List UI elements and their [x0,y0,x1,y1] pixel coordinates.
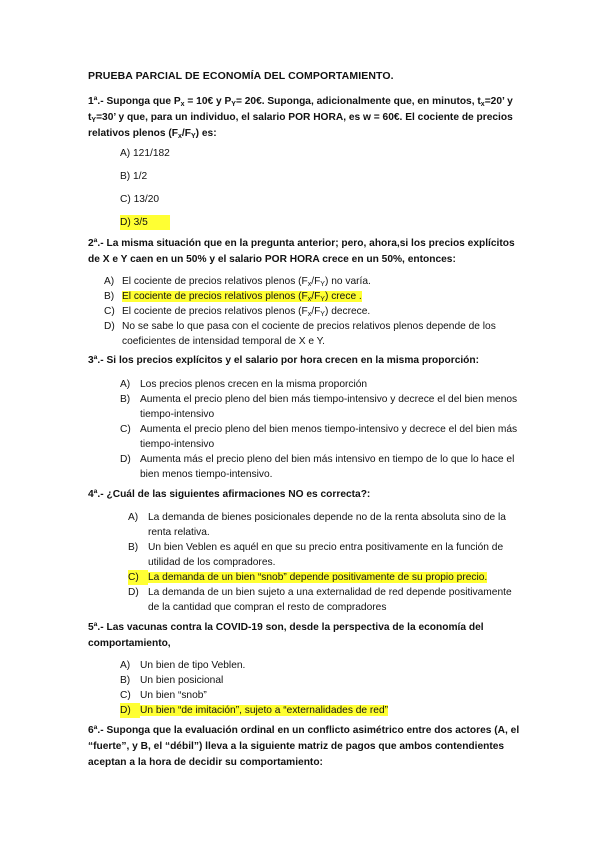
question-1-line-2: $t_Y=30$’ y que, para un individuo, el salario POR HORA, es w = 60€. El cociente de precios [88,112,513,124]
q1-option-b[interactable]: B) 1/2 [120,171,148,182]
question-1-line-3: relativos plenos $(F_x/F_Y)$ es: [88,128,217,140]
q3-option-a[interactable]: A) Los precios plenos crecen en la misma proporción [120,379,368,390]
q1-option-a[interactable]: A) 121/182 [120,148,170,159]
question-1 [88,94,528,142]
question-2-options [104,274,524,349]
question-5-text: 5ª.- Las vacunas contra la COVID-19 son, desde la perspectiva de la economía del comportamiento, [88,622,484,649]
q5-option-d[interactable]: D) Un bien “de imitación”, sujeto a “externalidades de red” [120,705,389,716]
question-2 [88,236,528,268]
q3-option-d[interactable]: D) Aumenta más el precio pleno del bien más intensivo en tiempo de lo que lo hace el bien menos tiempo-intensivo. [120,454,515,480]
question-5-options [120,658,520,718]
q5-option-c[interactable]: C) Un bien “snob” [120,690,207,701]
q5-option-b[interactable]: B) Un bien posicional [120,675,224,686]
question-2-text: 2ª.- La misma situación que en la pregunta anterior; pero, ahora,si los precios explícitos de X e Y caen en un 50% y el salario POR HORA crece en un 50%, entonces: [88,238,515,265]
document-title: PRUEBA PARCIAL DE ECONOMÍA DEL COMPORTAMIENTO. [88,70,394,82]
q2-option-b[interactable]: B) El cociente de precios relativos plenos $(F_x/F_Y)$ crece . [104,291,362,303]
question-6-text: 6ª.- Suponga que la evaluación ordinal en un conflicto asimétrico entre dos actores (A, el “fuerte”, y B, el “débil”) lleva a la siguiente matriz de pagos que ambos contendientes aceptan a la hora de decidir su comportamiento: [88,725,520,768]
q5-option-a[interactable]: A) Un bien de tipo Veblen. [120,660,246,671]
question-4-options [128,510,520,615]
question-4-text: 4ª.- ¿Cuál de las siguientes afirmaciones NO es correcta?: [88,489,371,500]
question-3-text: 3ª.- Si los precios explícitos y el salario por hora crecen en la misma proporción: [88,355,480,366]
question-5 [88,620,528,652]
question-3 [88,353,528,369]
q4-option-b[interactable]: B) Un bien Veblen es aquél en que su precio entra positivamente en la función de utilidad de los compradores. [128,542,504,568]
q2-option-a[interactable]: A) El cociente de precios relativos plenos $(F_x/F_Y)$ no varía. [104,276,371,288]
q3-option-b[interactable]: B) Aumenta el precio pleno del bien más tiempo-intensivo y decrece el del bien menos tiempo-intensivo [120,394,518,420]
question-1-options [120,146,170,238]
question-1-line-1: 1ª.- Suponga que $P_x$ = 10€ y $P_Y=$ 20€. Suponga, adicionalmente que, en minutos, $t_x=20$’ y [88,96,513,108]
q1-option-d[interactable]: D) 3/5 [120,215,170,230]
q2-option-d[interactable]: D) No se sabe lo que pasa con el cociente de precios relativos plenos depende de los coeficientes de intensidad temporal de X e Y. [104,321,496,347]
q4-option-c[interactable]: C) La demanda de un bien “snob” depende positivamente de su propio precio. [128,572,488,583]
q4-option-d[interactable]: D) La demanda de un bien sujeto a una externalidad de red depende positivamente de la cantidad que compran el resto de compradores [128,587,512,613]
q4-option-a[interactable]: A) La demanda de bienes posicionales depende no de la renta absoluta sino de la renta relativa. [128,512,506,538]
q1-option-c[interactable]: C) 13/20 [120,194,160,205]
question-6 [88,723,528,771]
question-3-options [120,377,520,482]
q2-option-c[interactable]: C) El cociente de precios relativos plenos $(F_x/F_Y)$ decrece. [104,306,371,318]
q3-option-c[interactable]: C) Aumenta el precio pleno del bien menos tiempo-intensivo y decrece el del bien más tiempo-intensivo [120,424,518,450]
question-4 [88,487,528,503]
